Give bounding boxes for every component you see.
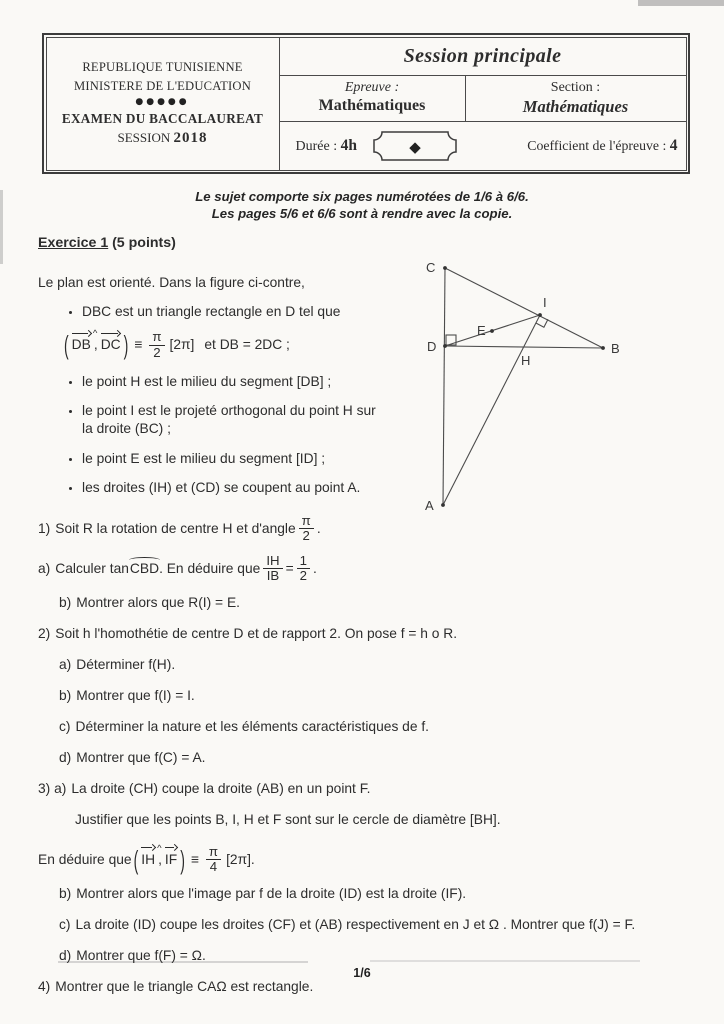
epreuve-label: Epreuve : — [344, 79, 400, 95]
question-label: b) — [59, 594, 72, 610]
close-paren: ) — [123, 330, 129, 360]
list-item — [82, 479, 442, 497]
fraction — [149, 330, 164, 361]
vector-DB: DB — [71, 337, 91, 353]
denominator: 2 — [149, 345, 164, 361]
fraction — [297, 554, 310, 585]
question-text: La droite (CH) coupe la droite (AB) en un point F. — [71, 780, 371, 796]
denominator: 2 — [297, 568, 310, 584]
line-CB — [445, 268, 603, 348]
question-3a-deduce — [38, 842, 712, 878]
question-label: c) — [59, 916, 71, 932]
question-text: Justifier que les points B, I, H et F sont sur le cercle de diamètre [BH]. — [75, 811, 501, 827]
vector-IF: IF — [164, 851, 178, 867]
duration-coefficient-cell — [280, 122, 686, 170]
equals-sign: = — [285, 560, 294, 576]
exercise-points: (5 points) — [112, 235, 176, 251]
period: . — [313, 560, 317, 576]
ministry-line: MINISTERE DE L'EDUCATION — [73, 78, 252, 93]
open-paren: ( — [133, 844, 139, 875]
hypothesis-text: • le point I est le projeté orthogonal du point H sur — [82, 403, 376, 419]
point-label-C: C — [426, 260, 436, 275]
comma: , — [158, 851, 162, 867]
point-dot-B — [601, 346, 605, 350]
question-text: Montrer que le triangle CAΩ est rectangle. — [55, 978, 314, 994]
hypothesis-text: le point H est le milieu du segment [DB] ; — [82, 373, 332, 389]
denominator: 4 — [206, 859, 221, 875]
question-text: Montrer que f(C) = A. — [76, 749, 206, 765]
diamond-plaque — [373, 131, 457, 161]
numerator: IH — [266, 552, 280, 568]
numerator: 1 — [299, 552, 308, 568]
duration-label: Durée : — [295, 138, 338, 154]
angle-arc-CBD: CBD — [129, 560, 160, 576]
question-2a — [59, 656, 712, 680]
fraction — [263, 554, 282, 585]
question-2b — [59, 687, 712, 711]
question-label: 1) — [38, 520, 51, 536]
question-label: 3) a) — [38, 780, 67, 796]
question-label: a) — [38, 560, 51, 576]
question-label: b) — [59, 687, 72, 703]
hypothesis-text: et DB = 2DC ; — [204, 337, 290, 353]
hypothesis-text: DBC est un triangle rectangle en D tel que — [82, 304, 341, 320]
question-2 — [38, 625, 712, 649]
question-3b — [59, 885, 712, 909]
list-item — [82, 402, 442, 438]
page-number: 1/6 — [353, 966, 371, 980]
exercise-intro: Le plan est orienté. Dans la figure ci-contre, — [38, 275, 305, 291]
hat-comma — [156, 842, 164, 869]
angle-formula — [62, 329, 442, 361]
fraction — [299, 514, 314, 545]
hypothesis-text: les droites (IH) et (CD) se coupent au point A. — [82, 479, 361, 495]
session-title-cell — [280, 38, 686, 76]
open-paren: ( — [64, 330, 69, 360]
hat-comma — [92, 328, 100, 354]
session-line — [118, 130, 208, 147]
denominator: IB — [263, 568, 282, 584]
modulo: [2π] — [169, 337, 195, 353]
question-3a-justify — [75, 811, 712, 835]
fraction — [206, 845, 221, 876]
question-2c — [59, 718, 712, 742]
close-paren: ) — [180, 844, 185, 875]
vector-IH: IH — [141, 851, 156, 867]
point-dot-D — [443, 344, 447, 348]
question-label: d) — [59, 749, 72, 765]
question-text: . En déduire que — [159, 560, 261, 576]
question-label: b) — [59, 885, 72, 901]
comma: , — [93, 337, 98, 353]
question-text: Déterminer f(H). — [76, 656, 176, 672]
header-table — [42, 33, 690, 174]
question-3a — [38, 780, 712, 804]
coefficient-value: 4 — [669, 136, 678, 154]
angle-hat: ^ — [157, 842, 162, 854]
coefficient — [527, 137, 677, 155]
denominator: 2 — [299, 528, 314, 544]
section-value: Mathématiques — [522, 96, 629, 116]
hypotheses-list — [38, 303, 442, 497]
equiv-sign: ≡ — [134, 337, 143, 353]
point-label-B: B — [611, 341, 620, 356]
point-label-I: I — [543, 295, 547, 310]
question-label: 4) — [38, 978, 51, 994]
question-text: Déterminer la nature et les éléments caractéristiques de f. — [75, 718, 430, 734]
section-label: Section : — [550, 79, 601, 95]
point-dot-I — [538, 313, 542, 317]
point-label-H: H — [521, 353, 531, 368]
list-item — [82, 373, 442, 391]
numerator: π — [152, 328, 162, 344]
period: . — [316, 520, 321, 536]
section-cell — [466, 76, 686, 122]
question-label: a) — [59, 656, 72, 672]
question-label: 2) — [38, 625, 51, 641]
diamond-icon: ◆ — [409, 137, 421, 156]
point-dot-E — [490, 329, 494, 333]
point-label-D: D — [427, 339, 437, 354]
republic-line: REPUBLIQUE TUNISIENNE — [82, 60, 243, 74]
question-2d — [59, 749, 712, 773]
list-item — [82, 450, 442, 468]
question-3c — [59, 916, 712, 940]
modulo: [2π] — [226, 851, 251, 867]
point-dot-A — [441, 503, 445, 507]
dots-separator-icon: ●●●●● — [135, 97, 190, 107]
point-dot-C — [443, 266, 447, 270]
question-text: Calculer — [55, 560, 106, 576]
point-label-A: A — [425, 498, 434, 513]
question-text: Montrer que f(I) = I. — [76, 687, 195, 703]
question-text: Soit h l'homothétie de centre D et de rapport 2. On pose f = h o R. — [55, 625, 458, 641]
geometry-figure — [405, 243, 655, 528]
numerator: π — [208, 843, 219, 859]
angle-hat: ^ — [92, 328, 98, 340]
exercise-title: Exercice 1 — [38, 235, 109, 251]
point-label-E: E — [477, 323, 486, 338]
session-title: Session principale — [403, 44, 562, 67]
pages-notice — [0, 188, 724, 223]
institution-cell — [47, 38, 280, 170]
question-label: d) — [59, 947, 72, 963]
session-label: SESSION — [117, 130, 171, 145]
question-1a — [38, 551, 712, 587]
session-year: 2018 — [173, 130, 208, 146]
epreuve-value: Mathématiques — [318, 96, 426, 114]
question-label: c) — [59, 718, 71, 734]
hypothesis-text: la droite (BC) ; — [82, 421, 171, 437]
line-CA — [443, 268, 445, 505]
line-AI — [443, 315, 540, 505]
question-text: Montrer alors que l'image par f de la droite (ID) est la droite (IF). — [76, 885, 467, 901]
tan-function: tan — [109, 560, 129, 576]
questions — [38, 511, 712, 1002]
question-text: Soit R la rotation de centre H et d'angle — [55, 520, 296, 536]
question-text: En déduire que — [38, 851, 132, 867]
duration — [296, 137, 357, 155]
list-item — [64, 303, 442, 361]
hypothesis-text: le point E est le milieu du segment [ID] ; — [82, 450, 326, 466]
exam-line: EXAMEN DU BACCALAUREAT — [61, 110, 264, 126]
question-text: Montrer alors que R(I) = E. — [76, 594, 240, 610]
question-text: Montrer que f(F) = Ω. — [76, 947, 206, 963]
question-1b — [59, 594, 712, 618]
period: . — [250, 851, 255, 867]
vector-DC: DC — [100, 337, 121, 353]
coefficient-label: Coefficient de l'épreuve : — [527, 137, 667, 153]
question-4 — [38, 978, 712, 1002]
scan-artifact — [638, 0, 724, 6]
numerator: π — [301, 512, 311, 528]
epreuve-cell — [280, 76, 466, 122]
duration-value: 4h — [340, 136, 357, 154]
question-text: La droite (ID) coupe les droites (CF) et (AB) respectivement en J et Ω . Montrer que f(J) = F. — [75, 916, 636, 932]
notice-line-1: Le sujet comporte six pages numérotées de 1/6 à 6/6. — [195, 189, 529, 204]
notice-line-2: Les pages 5/6 et 6/6 sont à rendre avec la copie. — [211, 206, 513, 222]
equiv-sign: ≡ — [190, 851, 199, 867]
